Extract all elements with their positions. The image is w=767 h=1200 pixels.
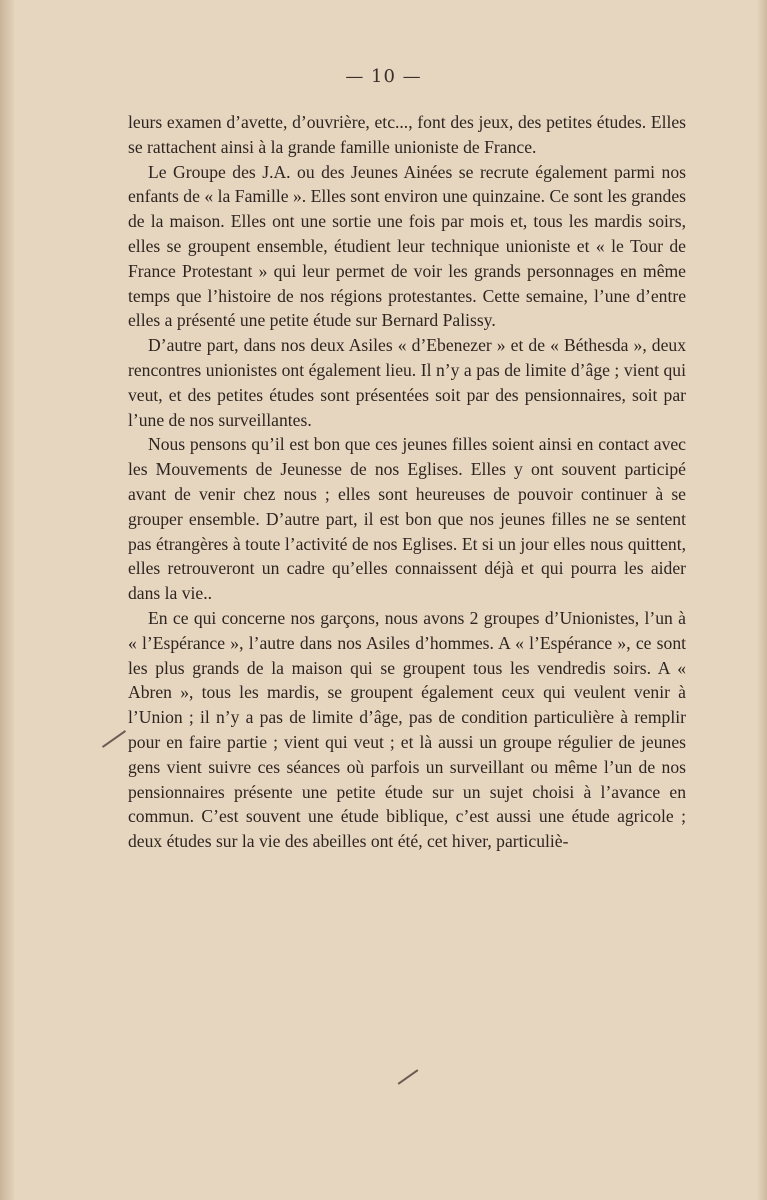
paragraph-jeunes-ainees: Le Groupe des J.A. ou des Jeunes Ainées se recrute également parmi nos enfants de « la Famille ». Elles sont environ une quinzaine. Ce sont les grandes de la maison. Elles ont une sortie une fois par mois et, tous les mardis soirs, elles se groupent ensemble, étudient leur technique unioniste et « le Tour de France Protestant » qui leur permet de voir les grands personnages en même temps que l’histoire de nos régions protestantes. Cette semaine, l’une d’entre elles a présenté une petite étude sur Bernard Palissy. xyxy=(128,161,686,331)
pencil-mark xyxy=(398,1069,419,1084)
paragraph-mouvements-jeunesse: Nous pensons qu’il est bon que ces jeunes filles soient ainsi en contact avec les Mouvements de Jeunesse de nos Eglises. Elles y ont souvent participé avant de venir chez nous ; elles sont heureuses de pouvoir continuer à se grouper ensemble. D’autre part, il est bon que nos jeunes filles ne se sentent pas étrangères à toute l’activité de nos Eglises. Et si un jour elles nous quittent, elles retrouveront un cadre qu’elles connaissent déjà et qui pourra les aider dans la vie.. xyxy=(128,434,686,604)
page-edge-right xyxy=(757,0,767,1200)
page-edge-left xyxy=(0,0,14,1200)
pencil-mark xyxy=(102,730,126,748)
paragraph-continuation: leurs examen d’avette, d’ouvrière, etc..., font des jeux, des petites études. Elles se rattachent ainsi à la grande famille unioniste de France. xyxy=(128,112,686,157)
page-number: — 10 — xyxy=(345,66,422,87)
paragraph-garcons: En ce qui concerne nos garçons, nous avons 2 groupes d’Unionistes, l’un à « l’Espérance », l’autre dans nos Asiles d’hommes. A « l’Espérance », ce sont les plus grands de la maison qui se groupent tous les vendredis soirs. A « Abren », tous les mardis, se groupent également ceux qui veulent venir à l’Union ; il n’y a pas de limite d’âge, pas de condition particulière à remplir pour en faire partie ; vient qui veut ; et là aussi un groupe régulier de jeunes gens vient suivre ces séances où parfois un surveillant ou même l’un de nos pensionnaires présente une petite étude sur un sujet choisi à l’avance en commun. C’est souvent une étude biblique, c’est aussi une étude agricole ; deux études sur la vie des abeilles ont été, cet hiver, particuliè- xyxy=(128,607,686,852)
paragraph-asiles: D’autre part, dans nos deux Asiles « d’Ebenezer » et de « Béthesda », deux rencontres unionistes ont également lieu. Il n’y a pas de limite d’âge ; vient qui veut, et des petites études sont présentées soit par des pensionnaires, soit par l’une de nos surveillantes. xyxy=(128,335,686,430)
body-text xyxy=(128,110,686,854)
